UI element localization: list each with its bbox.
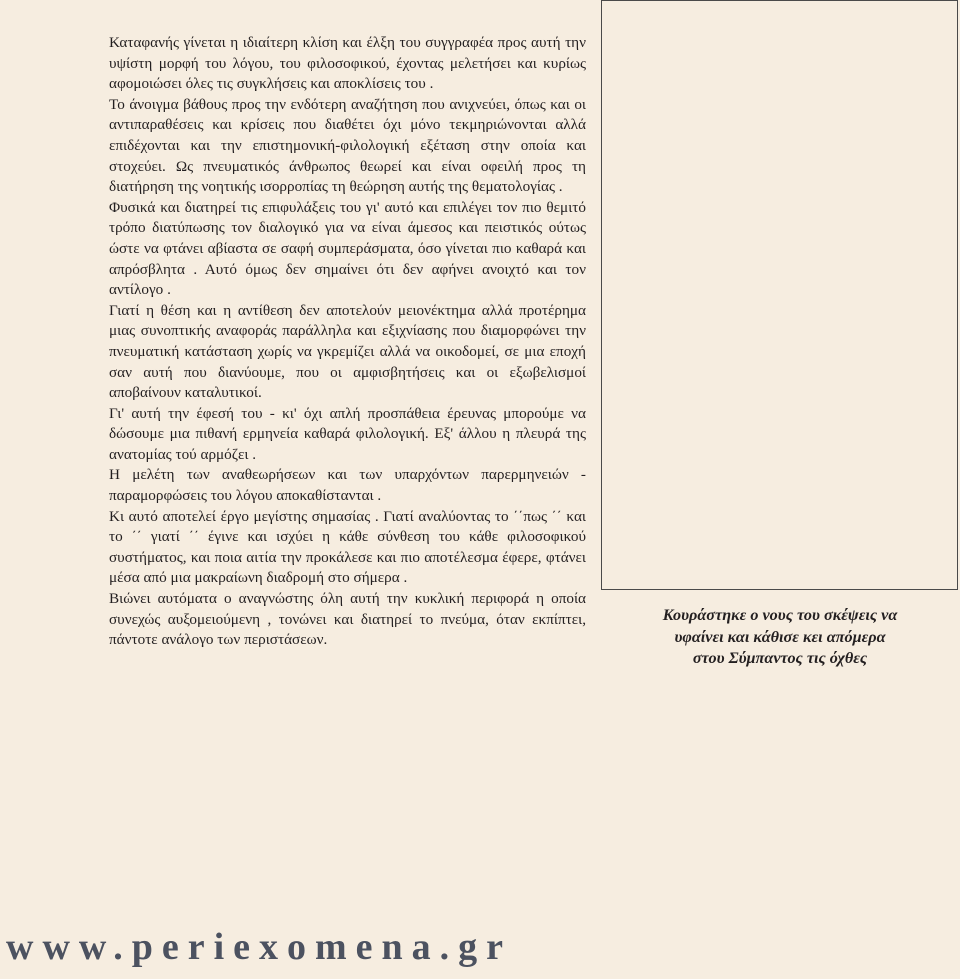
paragraph: Το άνοιγμα βάθους προς την ενδότερη αναζήτηση που ανιχνεύει, όπως και οι αντιπαραθέσεις και κρίσεις που διαθέτει όχι μόνο τεκμηριώνονται αλλά επιδέχονται και την επιστημονική-φιλολογική εξέταση στην οποία και στοχεύει. Ως πνευματικός άνθρωπος θεωρεί και είναι οφειλή προς τη διατήρηση της νοητικής ισορροπίας τη θεώρηση αυτής της θεματολογίας . xyxy=(109,95,586,196)
quote-line: στου Σύμπαντος τις όχθες xyxy=(692,649,868,667)
paragraph: Γι' αυτή την έφεσή του - κι' όχι απλή προσπάθεια έρευνας μπορούμε να δώσουμε μια πιθανή ερμηνεία καθαρά φιλολογική. Εξ' άλλου η πλευρά της ανατομίας τού αρμόζει . xyxy=(109,404,586,463)
paragraph: Βιώνει αυτόματα ο αναγνώστης όλη αυτή την κυκλική περιφορά η οποία συνεχώς αυξομειούμενη , τονώνει και διατηρεί το πνεύμα, όταν εκπίπτει, πάντοτε ανάλογο των περιστάσεων. xyxy=(109,590,586,649)
paragraph: Γιατί η θέση και η αντίθεση δεν αποτελούν μειονέκτημα αλλά προτέρημα μιας συνοπτικής αναφοράς παράλληλα και εξιχνίασης που διαμορφώνει την πνευματική κατάσταση χωρίς να γκρεμίζει αλλά να οικοδομεί, σε μια εποχή σαν αυτή που διανύουμε, που οι αμφισβητήσεις και οι εξωβελισμοί αποβαίνουν καταλυτικοί. xyxy=(109,301,586,402)
paragraph: Η μελέτη των αναθεωρήσεων και των υπαρχόντων παρερμηνειών - παραμορφώσεις του λόγου αποκαθίστανται . xyxy=(109,466,586,505)
article-body xyxy=(109,33,586,651)
quote-line: Κουράστηκε ο νους του σκέψεις να xyxy=(662,606,898,624)
quote-line: υφαίνει και κάθισε κει απόμερα xyxy=(674,627,886,646)
poem-quote xyxy=(610,605,950,670)
image-placeholder-frame xyxy=(601,0,958,590)
paragraph: Φυσικά και διατηρεί τις επιφυλάξεις του γι' αυτό και επιλέγει τον πιο θεμιτό τρόπο διατύπωσης τον διαλογικό για να είναι άμεσος και πειστικός ούτως ώστε να φτάνει αβίαστα σε σαφή συμπεράσματα, όσο γίνεται πιο καθαρά και απρόσβλητα . Αυτό όμως δεν σημαίνει ότι δεν αφήνει ανοιχτό και τον αντίλογο . xyxy=(109,198,586,299)
website-url[interactable]: www.periexomena.gr xyxy=(6,926,513,968)
paragraph: Κι αυτό αποτελεί έργο μεγίστης σημασίας . Γιατί αναλύοντας το ΄΄πως ΄΄ και το ΄΄ γιατί ΄΄ έγινε και ισχύει η κάθε σύνθεση του κάθε φιλοσοφικού συστήματος, και ποια αιτία την προκάλεσε και πιο αποτέλεσμα έφερε, φτάνει μέσα από μια μακραίωνη διαδρομή στο σήμερα . xyxy=(109,507,586,587)
paragraph: Καταφανής γίνεται η ιδιαίτερη κλίση και έλξη του συγγραφέα προς αυτή την υψίστη μορφή του λόγου, του φιλοσοφικού, έχοντας μελετήσει και κυρίως αφομοιώσει όλες τις συγκλήσεις και αποκλίσεις του . xyxy=(109,34,586,93)
